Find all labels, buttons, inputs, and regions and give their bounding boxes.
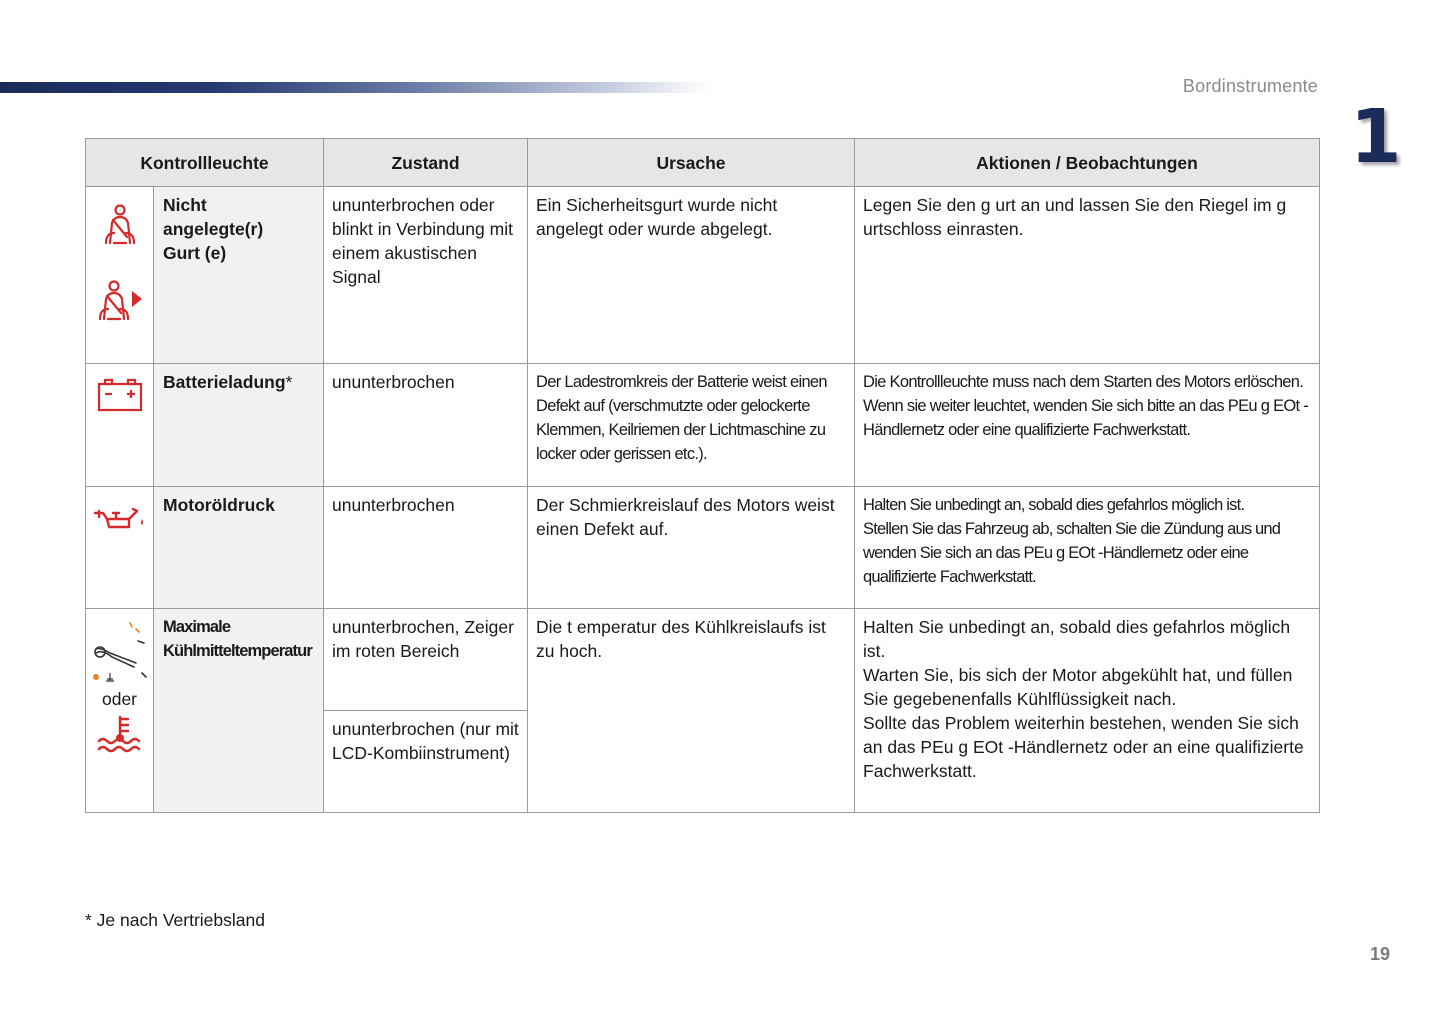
column-header-zustand: Zustand <box>324 139 528 187</box>
aktionen-text: Stellen Sie das Fahrzeug ab, schalten Sie die Zündung aus und wenden Sie sich an das PEu g EOt -Händlernetz oder eine qualifizierte Fachwerkstatt. <box>863 520 1281 586</box>
battery-icon <box>86 378 153 412</box>
coolant-temperature-icon <box>86 715 153 755</box>
zustand-text: ununterbrochen oder blinkt in Verbindung mit einem akustischen Signal <box>324 187 528 364</box>
footnote: * Je nach Vertriebsland <box>85 910 265 930</box>
icon-cell <box>86 187 154 364</box>
aktionen-text: Halten Sie unbedingt an, sobald dies gefahrlos möglich ist. <box>863 617 1291 661</box>
aktionen-text: Wenn sie weiter leuchtet, wenden Sie sich bitte an das PEu g EOt -Händlernetz oder eine qualifizierte Fachwerkstatt. <box>863 397 1309 439</box>
zustand-text: ununterbrochen <box>324 487 528 609</box>
aktionen-cell <box>855 609 1320 813</box>
oil-pressure-icon <box>86 505 153 531</box>
zustand-text: ununterbrochen (nur mit LCD-Kombiinstrument) <box>324 711 528 813</box>
aktionen-text: Sollte das Problem weiterhin bestehen, wenden Sie sich an das PEu g EOt -Händlernetz oder an eine qualifizierte Fachwerkstatt. <box>863 713 1304 781</box>
footnote-marker: * <box>285 372 293 392</box>
chapter-number: 1 <box>1350 94 1402 180</box>
zustand-text: ununterbrochen, Zeiger im roten Bereich <box>324 609 528 711</box>
table-row <box>86 487 1320 609</box>
table-row <box>86 187 1320 364</box>
zustand-text: ununterbrochen <box>324 364 528 487</box>
aktionen-cell <box>855 364 1320 487</box>
seatbelt-passenger-icon <box>86 279 153 323</box>
coolant-gauge-icon <box>86 619 153 685</box>
seatbelt-icon <box>86 203 153 247</box>
warning-name-text: Batterieladung <box>163 372 286 392</box>
aktionen-text: Halten Sie unbedingt an, sobald dies gefahrlos möglich ist. <box>863 496 1245 514</box>
aktionen-text: Legen Sie den g urt an und lassen Sie den Riegel im g urtschloss einrasten. <box>855 187 1320 364</box>
table-row <box>86 364 1320 487</box>
ursache-text: Der Schmierkreislauf des Motors weist einen Defekt auf. <box>528 487 855 609</box>
table-row <box>86 609 1320 711</box>
ursache-text: Ein Sicherheitsgurt wurde nicht angelegt oder wurde abgelegt. <box>528 187 855 364</box>
icon-cell <box>86 364 154 487</box>
column-header-aktionen: Aktionen / Beobachtungen <box>855 139 1320 187</box>
oder-label: oder <box>101 689 138 709</box>
section-title: Bordinstrumente <box>1182 76 1318 96</box>
ursache-text: Die t emperatur des Kühlkreislaufs ist zu hoch. <box>528 609 855 813</box>
warning-name: Maximale Kühlmitteltemperatur <box>154 609 324 813</box>
aktionen-cell <box>855 487 1320 609</box>
icon-cell <box>86 487 154 609</box>
aktionen-text: Warten Sie, bis sich der Motor abgekühlt hat, und füllen Sie gegebenenfalls Kühlflüssigkeit nach. <box>863 665 1293 709</box>
aktionen-text: Die Kontrollleuchte muss nach dem Starten des Motors erlöschen. <box>863 373 1304 391</box>
header-gradient-bar <box>0 82 710 93</box>
warning-name <box>154 364 324 487</box>
ursache-text: Der Ladestromkreis der Batterie weist einen Defekt auf (verschmutzte oder gelockerte Klemmen, Keilriemen der Lichtmaschine zu locker oder gerissen etc.). <box>528 364 855 487</box>
table-header-row <box>86 139 1320 187</box>
column-header-kontrollleuchte: Kontrollleuchte <box>86 139 324 187</box>
page-number: 19 <box>1369 944 1390 964</box>
warning-name: Nicht angelegte(r) Gurt (e) <box>154 187 324 364</box>
column-header-ursache: Ursache <box>528 139 855 187</box>
warning-name: Motoröldruck <box>154 487 324 609</box>
icon-cell <box>86 609 154 813</box>
warning-lights-table <box>85 138 1320 813</box>
